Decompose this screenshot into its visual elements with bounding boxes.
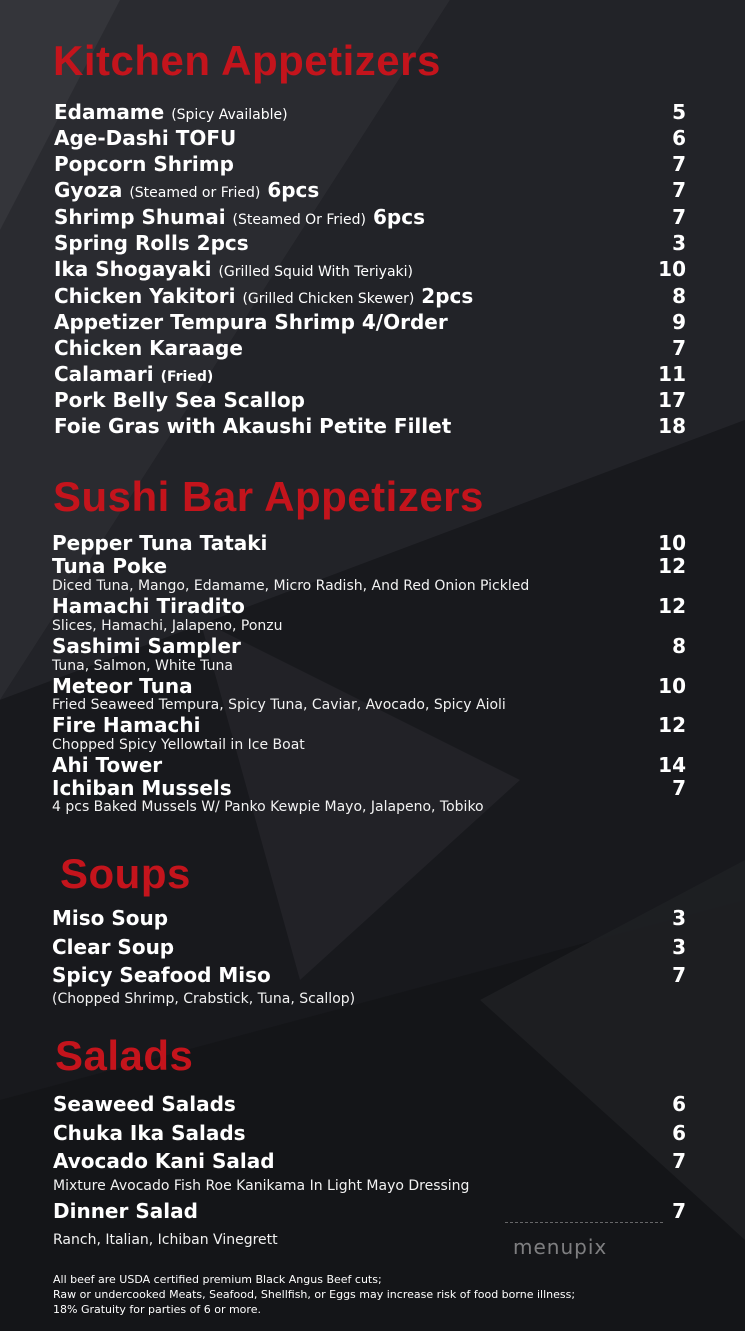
menu-item [53,1092,236,1116]
item-name: Pork Belly Sea Scallop [54,388,305,412]
item-price: 3 [672,231,686,255]
item-description: Tuna, Salmon, White Tuna [52,658,233,674]
footer-disclaimer [53,1272,575,1317]
menu-item [54,336,243,360]
item-price: 14 [658,753,686,777]
item-price: 12 [658,594,686,618]
item-note: (Spicy Available) [171,107,288,123]
item-name: Age-Dashi TOFU [54,126,237,150]
item-note: (Fried) [160,369,214,385]
item-price: 7 [672,178,686,202]
item-suffix: 2pcs [421,284,474,308]
item-name: Popcorn Shrimp [54,152,234,176]
item-name: Miso Soup [52,906,169,930]
item-description: Mixture Avocado Fish Roe Kanikama In Light Mayo Dressing [53,1178,470,1194]
menu-item [54,388,305,412]
item-name: Pepper Tuna Tataki [52,531,268,555]
menu-item [52,906,168,930]
item-name: Hamachi Tiradito [52,594,245,618]
item-name: Calamari [54,362,154,386]
item-name: Spring Rolls 2pcs [54,231,249,255]
item-name: Dinner Salad [53,1199,198,1223]
item-name: Edamame [54,100,165,124]
menu-item [52,935,174,959]
item-name: Foie Gras with Akaushi Petite Fillet [54,414,452,438]
item-description: Diced Tuna, Mango, Edamame, Micro Radish, And Red Onion Pickled [52,578,530,594]
item-price: 5 [672,100,686,124]
item-name: Meteor Tuna [52,674,193,698]
menu-item [52,776,232,800]
item-name: Seaweed Salads [53,1092,236,1116]
menu-item [52,674,193,698]
item-price: 7 [672,336,686,360]
item-price: 10 [658,257,686,281]
item-name: Gyoza [54,178,123,202]
section-title-salads: Salads [55,1032,194,1079]
menu-item [54,310,448,334]
item-price: 6 [672,1092,686,1116]
item-price: 8 [672,284,686,308]
menu-item [54,362,213,389]
menu-item [52,713,200,737]
item-description: Slices, Hamachi, Jalapeno, Ponzu [52,618,283,634]
menu-item [54,257,413,284]
item-price: 7 [672,776,686,800]
item-name: Chuka Ika Salads [53,1121,246,1145]
menu-item [52,753,162,777]
item-name: Tuna Poke [52,554,168,578]
item-note: (Steamed Or Fried) [232,212,367,228]
menu-item [52,594,245,618]
menu-item [54,152,234,176]
watermark-text: menupix [513,1235,608,1259]
item-price: 11 [658,362,686,386]
menu-item [52,554,167,578]
menu-item [53,1149,275,1173]
menu-item [52,531,267,555]
item-price: 12 [658,713,686,737]
item-note: (Steamed or Fried) [129,185,261,201]
section-title-soups: Soups [60,850,191,897]
item-suffix: 6pcs [373,205,425,229]
item-name: Appetizer Tempura Shrimp 4/Order [54,310,448,334]
item-suffix: 6pcs [267,178,320,202]
item-description: Ranch, Italian, Ichiban Vinegrett [53,1232,278,1248]
item-price: 6 [672,1121,686,1145]
item-price: 7 [672,1199,686,1223]
footer-line: 18% Gratuity for parties of 6 or more. [53,1303,261,1316]
footer-line: Raw or undercooked Meats, Seafood, Shellfish, or Eggs may increase risk of food borne illness; [53,1288,576,1301]
item-price: 7 [672,1149,686,1173]
item-description: 4 pcs Baked Mussels W/ Panko Kewpie Mayo, Jalapeno, Tobiko [52,799,484,815]
item-price: 3 [672,935,686,959]
item-name: Sashimi Sampler [52,634,241,658]
menu-item [54,178,319,205]
menu-item [54,100,288,127]
item-price: 10 [658,674,686,698]
item-name: Fire Hamachi [52,713,201,737]
menu-item [54,414,451,438]
item-price: 7 [672,963,686,987]
item-name: Ika Shogayaki [54,257,212,281]
item-note: (Grilled Chicken Skewer) [242,291,415,307]
item-description: Fried Seaweed Tempura, Spicy Tuna, Caviar, Avocado, Spicy Aioli [52,697,506,713]
watermark [505,1222,663,1275]
item-name: Chicken Yakitori [54,284,236,308]
item-name: Ahi Tower [52,753,163,777]
item-price: 10 [658,531,686,555]
menu-item [54,231,249,255]
item-name: Ichiban Mussels [52,776,232,800]
item-name: Chicken Karaage [54,336,243,360]
menu-item [54,205,425,232]
item-description: (Chopped Shrimp, Crabstick, Tuna, Scallop) [52,991,356,1007]
menu-item [54,126,236,150]
item-price: 3 [672,906,686,930]
menu-item [53,1199,198,1223]
item-note: (Grilled Squid With Teriyaki) [218,264,414,280]
item-price: 7 [672,205,686,229]
item-description: Chopped Spicy Yellowtail in Ice Boat [52,737,305,753]
menu-item [52,963,271,987]
menu-item [53,1121,246,1145]
item-price: 7 [672,152,686,176]
item-name: Clear Soup [52,935,175,959]
item-price: 9 [672,310,686,334]
footer-line: All beef are USDA certified premium Black Angus Beef cuts; [53,1273,382,1286]
item-name: Avocado Kani Salad [53,1149,275,1173]
section-title-kitchen-appetizers: Kitchen Appetizers [53,37,441,84]
item-name: Spicy Seafood Miso [52,963,271,987]
item-name: Shrimp Shumai [54,205,226,229]
item-price: 17 [658,388,686,412]
item-price: 12 [658,554,686,578]
section-title-sushi-bar-appetizers: Sushi Bar Appetizers [53,473,484,520]
item-price: 6 [672,126,686,150]
item-price: 8 [672,634,686,658]
menu-item [52,634,241,658]
item-price: 18 [658,414,686,438]
menu-item [54,284,473,311]
